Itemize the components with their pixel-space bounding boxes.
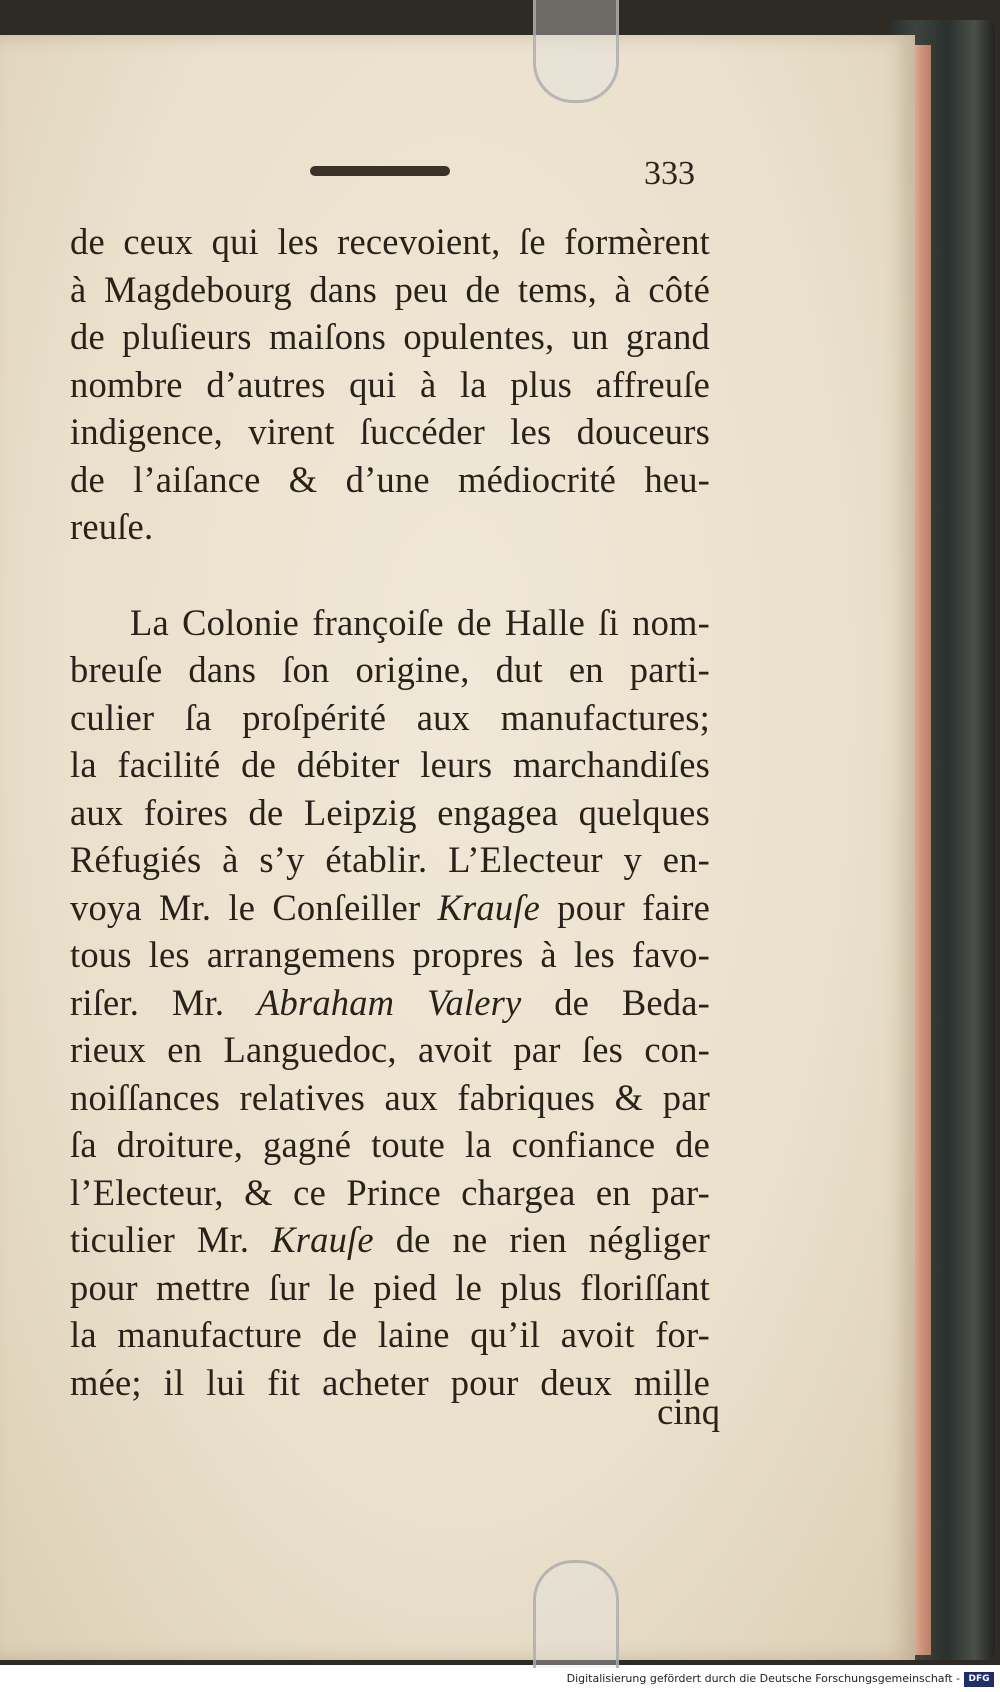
page-clip-top bbox=[533, 0, 619, 103]
text-line: de pluſieurs maiſons opulentes, un grand bbox=[70, 316, 710, 357]
text-line: culier ſa proſpérité aux manufactures; bbox=[70, 696, 710, 738]
text-line: aux foires de Leipzig engagea quelques bbox=[70, 791, 710, 833]
paragraph-gap bbox=[70, 551, 710, 599]
text-segment: voya Mr. le Conſeiller bbox=[70, 886, 438, 928]
text-line bbox=[70, 979, 710, 1027]
text-line: mée; il lui fit acheter pour deux mille bbox=[70, 1361, 710, 1403]
text-segment: de ne rien négliger bbox=[373, 1219, 710, 1260]
text-line: rieux en Languedoc, avoit par ſes con- bbox=[70, 1029, 710, 1070]
name-abraham-valery: Abraham Valery bbox=[256, 981, 522, 1023]
text-line: Réfugiés à s’y établir. L’Electeur y en- bbox=[70, 839, 710, 880]
funding-credit: Digitalisierung gefördert durch die Deutsche Forschungsgemeinschaft - bbox=[566, 1672, 960, 1685]
text-line bbox=[70, 1216, 710, 1264]
text-line: l’Electeur, & ce Prince chargea en par- bbox=[70, 1171, 710, 1213]
text-line: pour mettre ſur le pied le plus floriſſant bbox=[70, 1266, 710, 1308]
text-line: nombre d’autres qui à la plus affreuſe bbox=[70, 363, 710, 405]
text-line bbox=[70, 884, 710, 932]
text-line: ſa droiture, gagné toute la confiance de bbox=[70, 1124, 710, 1165]
text-line: de ceux qui les recevoient, ſe formèrent bbox=[70, 221, 710, 262]
catchword: cinq bbox=[657, 1391, 720, 1432]
page-text bbox=[70, 218, 710, 1406]
text-segment: riſer. Mr. bbox=[70, 981, 257, 1023]
text-line: de l’aiſance & d’une médiocrité heu- bbox=[70, 458, 710, 500]
page-number: 333 bbox=[644, 155, 695, 192]
text-line: la facilité de débiter leurs marchandiſes bbox=[70, 744, 710, 785]
text-line: la manufacture de laine qu’il avoit for- bbox=[70, 1314, 710, 1355]
text-line: indigence, virent ſuccéder les douceurs bbox=[70, 411, 710, 452]
text-line: noiſſances relatives aux fabriques & par bbox=[70, 1076, 710, 1118]
dfg-logo-icon: DFG bbox=[964, 1672, 994, 1687]
name-krause: Krauſe bbox=[271, 1219, 374, 1260]
text-line: breuſe dans ſon origine, dut en parti- bbox=[70, 649, 710, 690]
footer-bar bbox=[0, 1670, 1000, 1692]
text-segment: ticulier Mr. bbox=[70, 1219, 272, 1260]
text-segment: pour faire bbox=[540, 886, 710, 928]
text-line: tous les arrangemens propres à les favo- bbox=[70, 934, 710, 975]
text-line: La Colonie françoiſe de Halle ſi nom- bbox=[130, 601, 710, 643]
header-rule bbox=[310, 166, 450, 176]
name-krause: Krauſe bbox=[437, 886, 541, 928]
page-clip-bottom bbox=[533, 1560, 619, 1668]
text-line: reuſe. bbox=[70, 506, 154, 547]
text-segment: de Beda- bbox=[521, 981, 710, 1023]
text-line: à Magdebourg dans peu de tems, à côté bbox=[70, 268, 710, 310]
